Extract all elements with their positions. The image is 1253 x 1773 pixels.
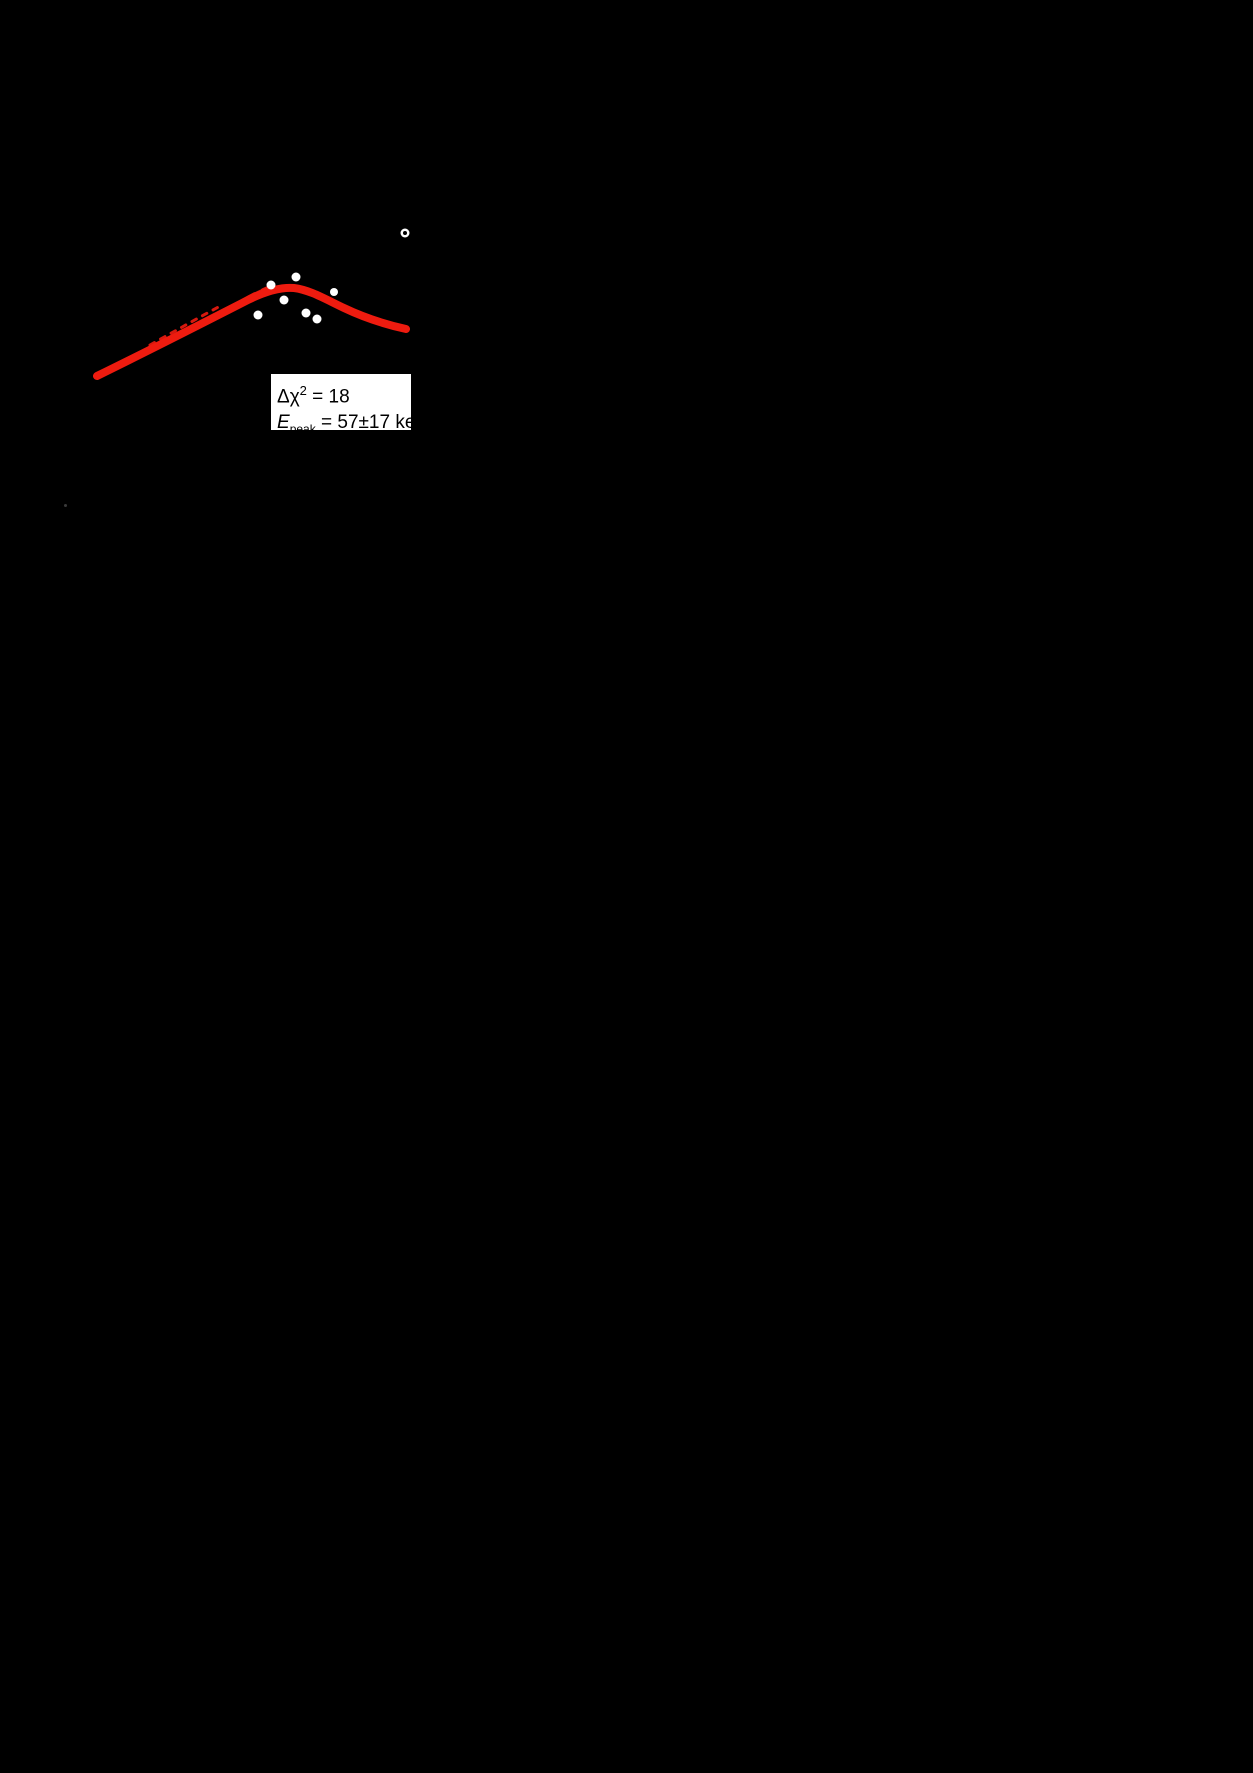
epeak-value: = 57±17 keV: [315, 412, 429, 434]
epeak-line: [277, 410, 429, 442]
delta-chi-symbol: Δχ: [277, 386, 300, 408]
epeak-symbol: E: [277, 412, 290, 434]
delta-chi-squared-line: [277, 378, 405, 410]
stray-marker: [64, 504, 67, 507]
epeak-subscript: peak: [289, 422, 316, 437]
delta-chi-value: = 18: [306, 386, 350, 408]
fit-statistics-annotation: [268, 371, 429, 437]
delta-chi-exponent: 2: [299, 383, 307, 398]
